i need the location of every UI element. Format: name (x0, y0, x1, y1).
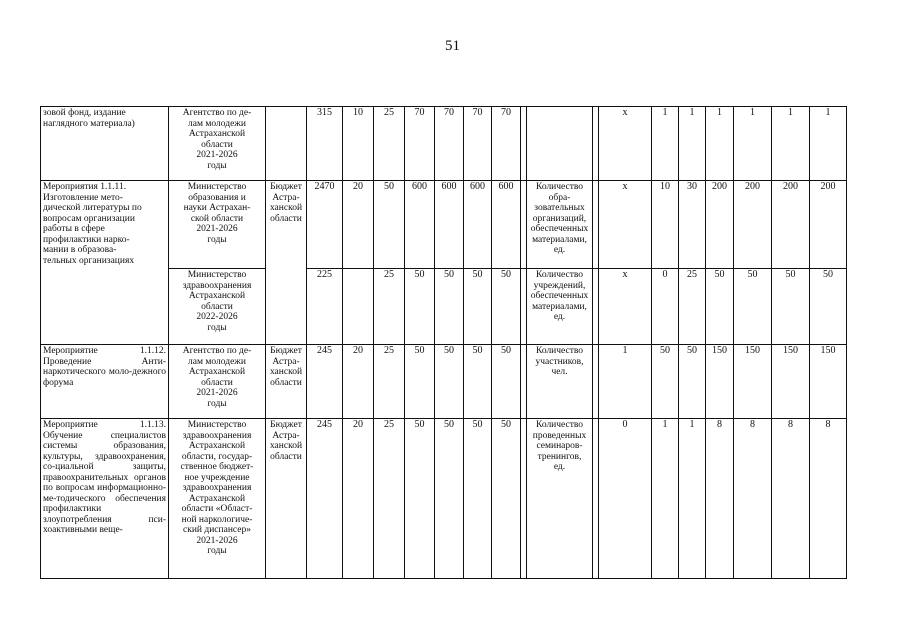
year-cell: 20 (343, 345, 374, 419)
indicator-value-cell: 1 (679, 419, 706, 579)
indicator-value-cell: х (599, 269, 652, 345)
year-cell: 50 (405, 345, 435, 419)
year-cell: 50 (464, 269, 492, 345)
indicator-value-cell: х (599, 107, 652, 181)
indicator-value-cell: 50 (772, 269, 810, 345)
year-cell: 20 (343, 419, 374, 579)
total-cell: 245 (307, 345, 343, 419)
indicator-cell: Количество проведенных семинаров- тренингов, ед. (527, 419, 593, 579)
indicator-cell (527, 107, 593, 181)
year-cell: 50 (405, 269, 435, 345)
event-cell: Мероприятия 1.1.11. Изготовление мето- дической литературы по вопросам организации работы в сфере профилактики нарко- мании в образова- тельных организациях (41, 181, 169, 345)
indicator-value-cell: 1 (734, 107, 772, 181)
source-cell: Бюджет Астра- ханской области (266, 345, 307, 419)
indicator-value-cell: 200 (706, 181, 734, 269)
year-cell: 50 (435, 419, 464, 579)
year-cell: 50 (492, 345, 521, 419)
year-cell: 25 (374, 107, 405, 181)
year-cell: 50 (374, 181, 405, 269)
year-cell: 10 (343, 107, 374, 181)
total-cell: 225 (307, 269, 343, 345)
indicator-value-cell: 8 (734, 419, 772, 579)
year-cell: 70 (492, 107, 521, 181)
indicator-cell: Количество участников, чел. (527, 345, 593, 419)
agency-cell: Агентство по де- лам молодежи Астраханской области 2021-2026 годы (169, 107, 266, 181)
year-cell: 600 (435, 181, 464, 269)
indicator-cell: Количество учреждений, обеспеченных материалами, ед. (527, 269, 593, 345)
indicator-value-cell: 8 (772, 419, 810, 579)
year-cell: 50 (435, 269, 464, 345)
indicator-value-cell: 50 (734, 269, 772, 345)
event-cell: Мероприятие 1.1.12. Проведение Анти-наркотического моло-дежного форума (41, 345, 169, 419)
total-cell: 2470 (307, 181, 343, 269)
year-cell: 70 (464, 107, 492, 181)
indicator-value-cell: 150 (706, 345, 734, 419)
indicator-value-cell: 50 (810, 269, 847, 345)
year-cell: 600 (405, 181, 435, 269)
agency-cell: Министерство здравоохранения Астраханской области, государ- ственное бюджет- ное учреждение здравоохранения Астраханской области «Област- ной наркологиче- ский диспансер» 2021-2026 годы (169, 419, 266, 579)
indicator-value-cell: 1 (706, 107, 734, 181)
table-row (41, 181, 847, 269)
program-table (40, 106, 847, 579)
year-cell: 70 (405, 107, 435, 181)
indicator-value-cell: 200 (734, 181, 772, 269)
indicator-value-cell: 1 (652, 419, 679, 579)
indicator-value-cell: 1 (599, 345, 652, 419)
year-cell (343, 269, 374, 345)
year-cell: 50 (492, 269, 521, 345)
year-cell: 50 (464, 419, 492, 579)
indicator-value-cell: 0 (599, 419, 652, 579)
source-cell: Бюджет Астра- ханской области (266, 419, 307, 579)
indicator-value-cell: 1 (772, 107, 810, 181)
total-cell: 245 (307, 419, 343, 579)
agency-cell: Агентство по де- лам молодежи Астраханской области 2021-2026 годы (169, 345, 266, 419)
year-cell: 50 (492, 419, 521, 579)
year-cell: 600 (464, 181, 492, 269)
indicator-value-cell: 0 (652, 269, 679, 345)
event-cell: Мероприятие 1.1.13. Обучение специалистов системы образования, культуры, здравоохранения, со-циальной защиты, правоохранительных органов по вопросам информационно-ме-тодического обеспечения профилактики злоупотребления пси-хоактивными веще- (41, 419, 169, 579)
table-row (41, 107, 847, 181)
indicator-value-cell: 150 (810, 345, 847, 419)
indicator-cell: Количество обра- зовательных организаций, обеспеченных материалами, ед. (527, 181, 593, 269)
table-row (41, 345, 847, 419)
year-cell: 70 (435, 107, 464, 181)
indicator-value-cell: 8 (706, 419, 734, 579)
indicator-value-cell: 25 (679, 269, 706, 345)
year-cell: 600 (492, 181, 521, 269)
source-cell (266, 107, 307, 181)
year-cell: 25 (374, 419, 405, 579)
indicator-value-cell: 1 (679, 107, 706, 181)
indicator-value-cell: 30 (679, 181, 706, 269)
event-cell: зовой фонд, издание наглядного материала) (41, 107, 169, 181)
indicator-value-cell: 1 (652, 107, 679, 181)
indicator-value-cell: 200 (772, 181, 810, 269)
table-row (41, 419, 847, 579)
year-cell: 50 (435, 345, 464, 419)
indicator-value-cell: 50 (706, 269, 734, 345)
indicator-value-cell: 8 (810, 419, 847, 579)
total-cell: 315 (307, 107, 343, 181)
indicator-value-cell: 200 (810, 181, 847, 269)
agency-cell: Министерство образования и науки Астрахан- ской области 2021-2026 годы (169, 181, 266, 269)
indicator-value-cell: 150 (734, 345, 772, 419)
page-number: 51 (445, 38, 460, 54)
indicator-value-cell: х (599, 181, 652, 269)
year-cell: 25 (374, 345, 405, 419)
year-cell: 50 (464, 345, 492, 419)
indicator-value-cell: 150 (772, 345, 810, 419)
indicator-value-cell: 50 (679, 345, 706, 419)
indicator-value-cell: 1 (810, 107, 847, 181)
year-cell: 50 (405, 419, 435, 579)
indicator-value-cell: 10 (652, 181, 679, 269)
year-cell: 25 (374, 269, 405, 345)
year-cell: 20 (343, 181, 374, 269)
indicator-value-cell: 50 (652, 345, 679, 419)
agency-cell: Министерство здравоохранения Астраханской области 2022-2026 годы (169, 269, 266, 345)
source-cell: Бюджет Астра- ханской области (266, 181, 307, 345)
